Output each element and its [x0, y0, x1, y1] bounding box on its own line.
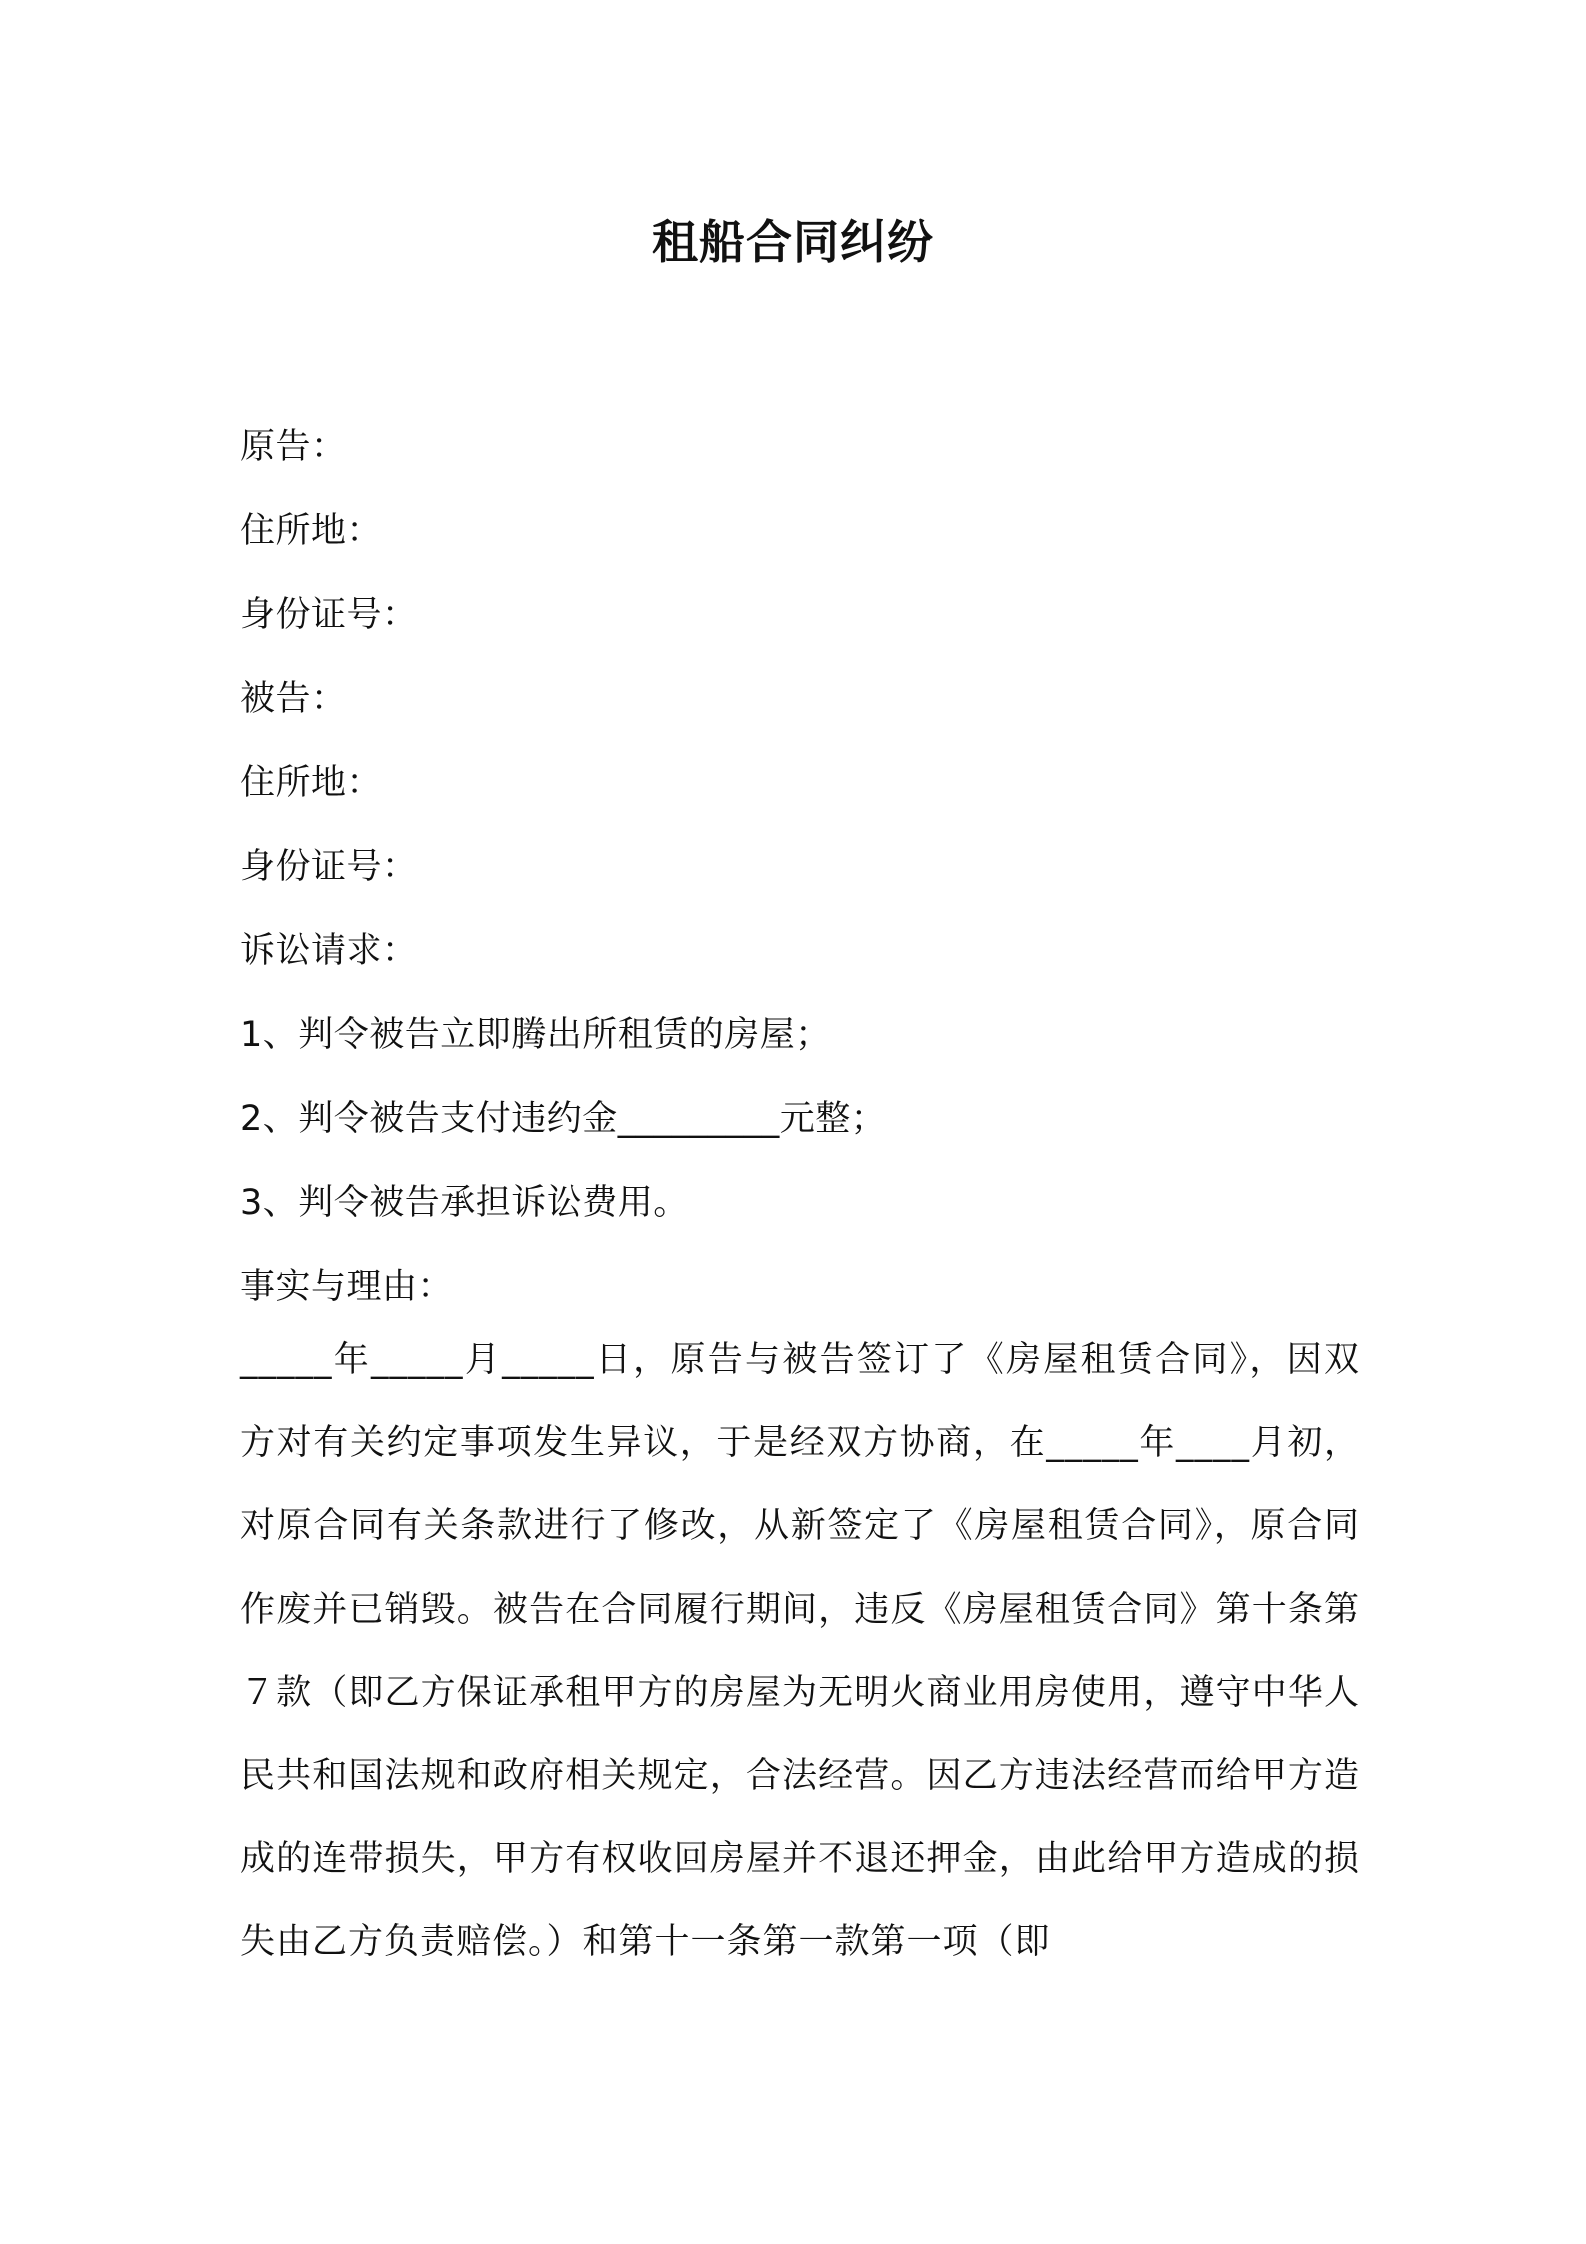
facts-heading: 事实与理由： — [240, 1267, 454, 1307]
defendant-label: 被告： — [240, 679, 347, 719]
document-fields — [240, 405, 1370, 1329]
plaintiff-id-label: 身份证号： — [240, 595, 418, 635]
defendant-id-label: 身份证号： — [240, 847, 418, 887]
facts-paragraph: _____年_____月_____日，原告与被告签订了《房屋租赁合同》，因双方对有关约定事项发生异议，于是经双方协商，在_____年____月初，对原合同有关条款进行了修改，从新签定了《房屋租赁合同》，原合同作废并已销毁。被告在合同履行期间，违反《房屋租赁合同》第十条第７款（即乙方保证承租甲方的房屋为无明火商业用房使用，遵守中华人民共和国法规和政府相关规定，合法经营。因乙方违法经营而给甲方造成的连带损失，甲方有权收回房屋并不退还押金，由此给甲方造成的损失由乙方负责赔偿。）和第十一条第一款第一项（即 — [240, 1340, 1360, 1963]
document-title: 租船合同纠纷 — [652, 215, 934, 269]
claim-item-1: 1、判令被告立即腾出所租赁的房屋； — [240, 1015, 831, 1055]
claim-item-3: 3、判令被告承担诉讼费用。 — [240, 1183, 689, 1223]
claims-heading: 诉讼请求： — [240, 931, 418, 971]
plaintiff-address-label: 住所地： — [240, 511, 383, 551]
plaintiff-label: 原告： — [240, 427, 347, 467]
claim-item-2: 2、判令被告支付违约金_________元整； — [240, 1099, 887, 1139]
defendant-address-label: 住所地： — [240, 763, 383, 803]
